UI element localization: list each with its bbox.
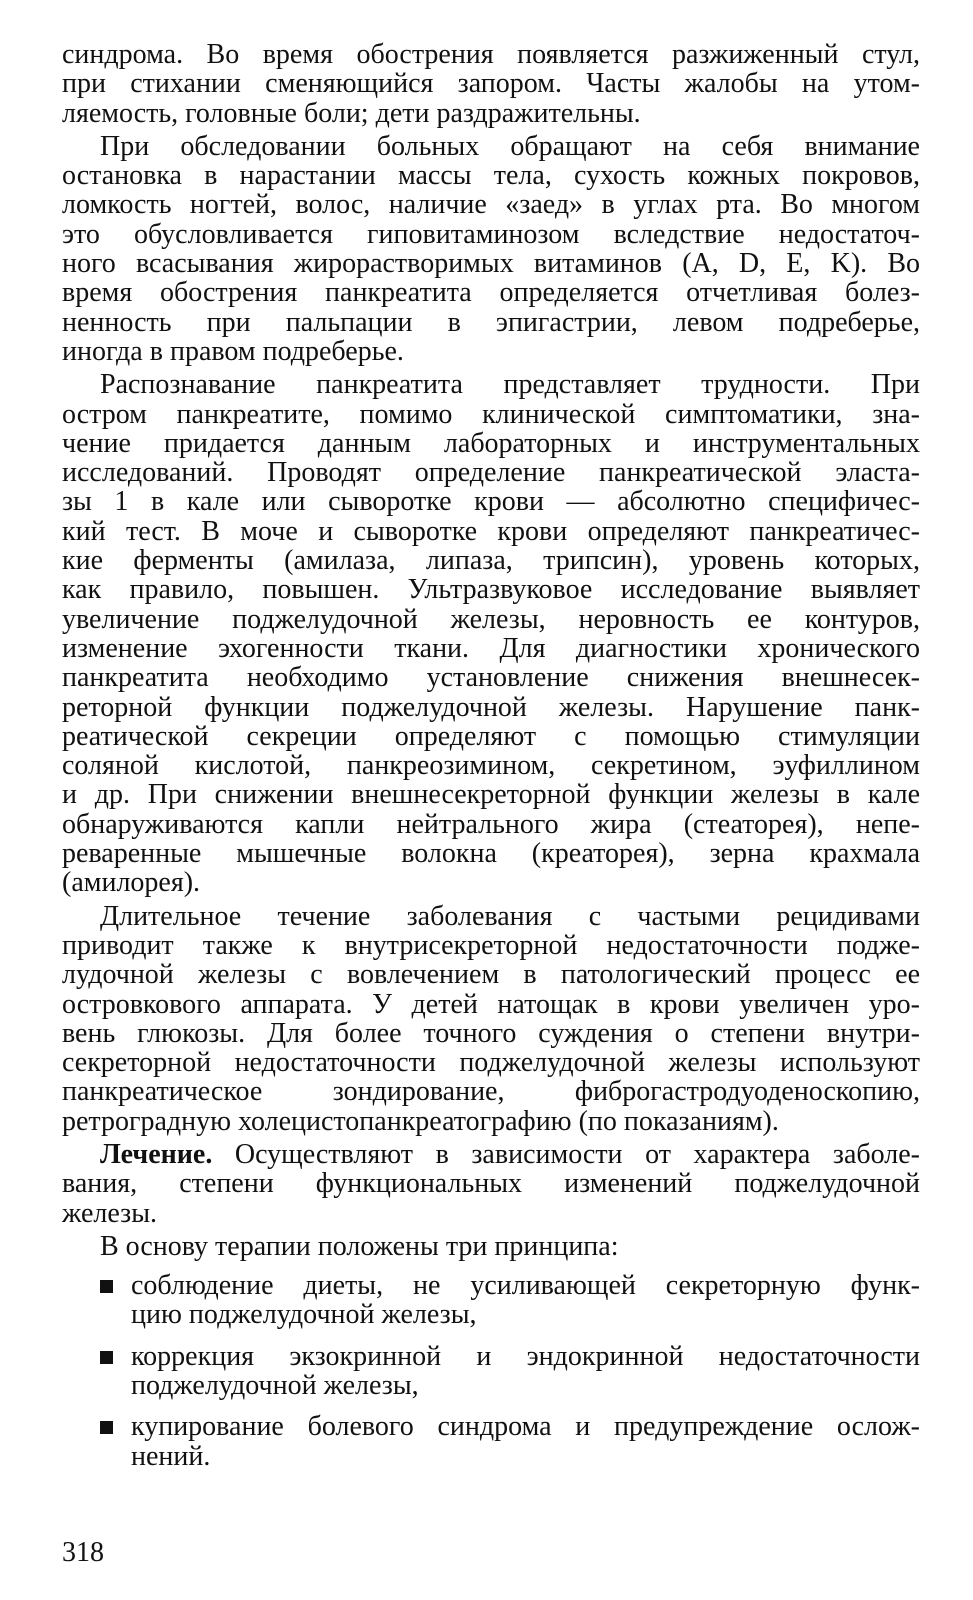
text-line: реваренные мышечные волокна (креаторея), зерна крахмала bbox=[62, 838, 920, 870]
text-line: чение придается данным лабораторных и инструментальных bbox=[62, 427, 920, 459]
treatment-heading: Лечение. bbox=[100, 1138, 213, 1170]
text-line: приводит также к внутрисекреторной недостаточности подже- bbox=[62, 929, 920, 961]
text-line: цию поджелудочной железы, bbox=[131, 1299, 477, 1331]
text-line: исследований. Проводят определение панкреатической эласта- bbox=[62, 457, 920, 489]
text-line: остром панкреатите, помимо клинической симптоматики, зна- bbox=[62, 398, 920, 430]
text-line: при стихании сменяющийся запором. Часты жалобы на утом- bbox=[62, 68, 920, 100]
text-line: обнаруживаются капли нейтрального жира (стеаторея), непе- bbox=[62, 808, 920, 840]
text-line: (амилорея). bbox=[62, 867, 201, 899]
page-number: 318 bbox=[62, 1537, 104, 1568]
text-line: При обследовании больных обращают на себя внимание bbox=[100, 130, 920, 162]
text-line: нений. bbox=[131, 1440, 211, 1472]
text-line: Длительное течение заболевания с частыми рецидивами bbox=[100, 900, 920, 932]
text-line: ного всасывания жирорастворимых витаминов (A, D, E, K). Во bbox=[62, 248, 920, 280]
text-line: соблюдение диеты, не усиливающей секреторную функ- bbox=[131, 1270, 920, 1302]
text-line: увеличение поджелудочной железы, неровность ее контуров, bbox=[62, 603, 920, 635]
text-line: вень глюкозы. Для более точного суждения о степени внутри- bbox=[62, 1017, 920, 1049]
square-bullet-icon bbox=[100, 1280, 113, 1293]
text-line bbox=[62, 1140, 920, 1169]
text-line: иногда в правом подреберье. bbox=[62, 335, 404, 367]
paragraph-diagnosis bbox=[62, 370, 920, 897]
paragraph-endocrine bbox=[62, 902, 920, 1136]
text-line: коррекция экзокринной и эндокринной недостаточности bbox=[131, 1340, 920, 1372]
text-line: купирование болевого синдрома и предупреждение ослож- bbox=[131, 1411, 920, 1443]
paragraph-symptoms-continuation bbox=[62, 40, 920, 128]
text-line: ненность при пальпации в эпигастрии, левом подреберье, bbox=[62, 306, 920, 338]
list-item bbox=[62, 1271, 920, 1330]
square-bullet-icon bbox=[100, 1351, 113, 1364]
text-line: В основу терапии положены три принципа: bbox=[100, 1230, 619, 1262]
text-line: железы. bbox=[62, 1197, 158, 1229]
text-line: ломкость ногтей, волос, наличие «заед» в углах рта. Во многом bbox=[62, 189, 920, 221]
text-line: это обусловливается гиповитаминозом вследствие недостаточ- bbox=[62, 218, 920, 250]
list-item bbox=[62, 1412, 920, 1471]
text-line: ляемость, головные боли; дети раздражительны. bbox=[62, 97, 641, 129]
principles-list bbox=[62, 1271, 920, 1471]
text-line: как правило, повышен. Ультразвуковое исследование выявляет bbox=[62, 574, 920, 606]
text-line: синдрома. Во время обострения появляется разжиженный стул, bbox=[62, 39, 920, 70]
text-line: реторной функции поджелудочной железы. Нарушение панк- bbox=[62, 691, 920, 723]
square-bullet-icon bbox=[100, 1421, 113, 1434]
list-item bbox=[62, 1342, 920, 1401]
text-line: вания, степени функциональных изменений поджелудочной bbox=[62, 1168, 920, 1200]
text-line: островкового аппарата. У детей натощак в крови увеличен уро- bbox=[62, 988, 920, 1020]
text-line: изменение эхогенности ткани. Для диагностики хронического bbox=[62, 632, 920, 664]
page-body bbox=[62, 40, 920, 1483]
text-line: время обострения панкреатита определяется отчетливая болез- bbox=[62, 277, 920, 309]
text-line: кий тест. В моче и сыворотке крови определяют панкреатичес- bbox=[62, 515, 920, 547]
text-line: поджелудочной железы, bbox=[131, 1370, 419, 1402]
text-line: зы 1 в кале или сыворотке крови — абсолютно специфичес- bbox=[62, 486, 920, 518]
text-line: и др. При снижении внешнесекреторной функции железы в кале bbox=[62, 779, 920, 811]
paragraph-principles-intro bbox=[62, 1232, 920, 1261]
text-line: соляной кислотой, панкреозимином, секретином, эуфиллином bbox=[62, 750, 920, 782]
text-line: кие ферменты (амилаза, липаза, трипсин), уровень которых, bbox=[62, 545, 920, 577]
text-line: реатической секреции определяют с помощью стимуляции bbox=[62, 720, 920, 752]
text-line: панкреатическое зондирование, фиброгастродуоденоскопию, bbox=[62, 1076, 920, 1108]
paragraph-treatment bbox=[62, 1140, 920, 1228]
text-line: панкреатита необходимо установление снижения внешнесек- bbox=[62, 662, 920, 694]
text-line: ретроградную холецистопанкреатографию (по показаниям). bbox=[62, 1105, 779, 1137]
text-line: секреторной недостаточности поджелудочной железы используют bbox=[62, 1047, 920, 1079]
treatment-first-line: Осуществляют в зависимости от характера заболе- bbox=[234, 1138, 921, 1170]
text-line: остановка в нарастании массы тела, сухость кожных покровов, bbox=[62, 160, 920, 192]
paragraph-examination bbox=[62, 132, 920, 366]
text-line: Распознавание панкреатита представляет трудности. При bbox=[100, 369, 920, 401]
text-line: лудочной железы с вовлечением в патологический процесс ее bbox=[62, 959, 920, 991]
